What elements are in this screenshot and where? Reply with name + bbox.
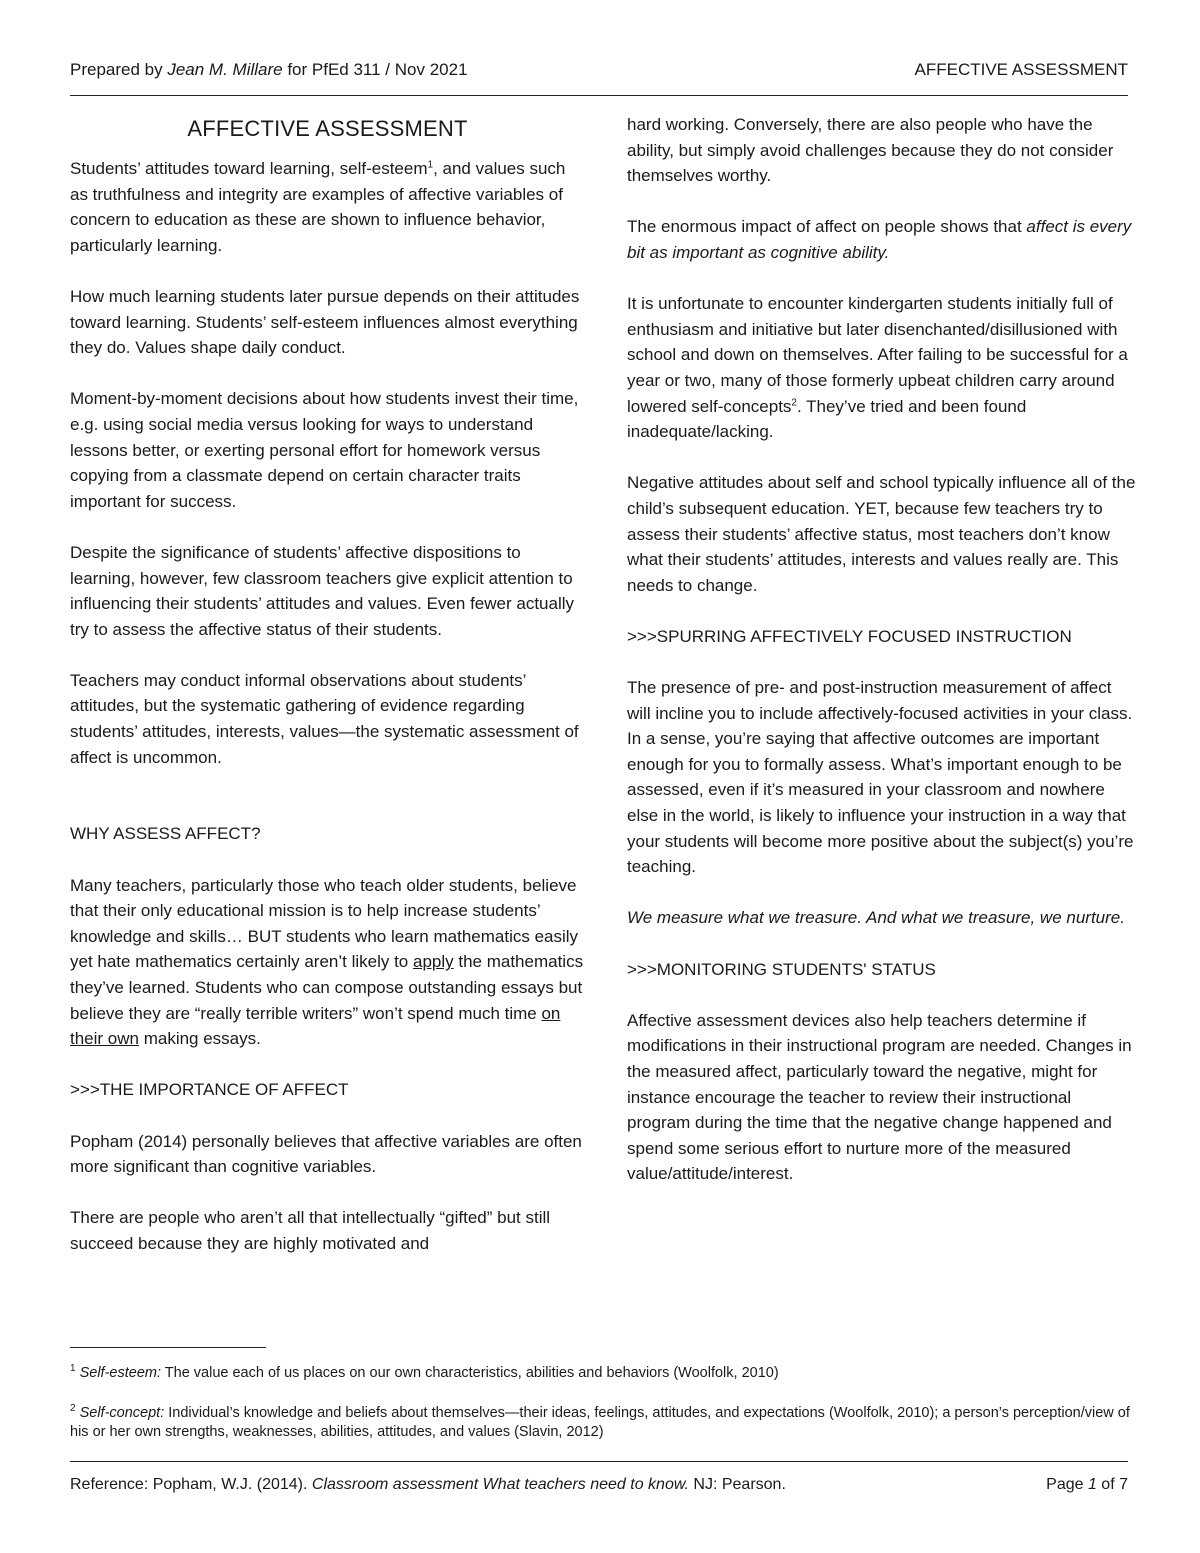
- page-number: Page 1 of 7: [1046, 1476, 1128, 1493]
- author-name: Jean M. Millare: [167, 60, 283, 79]
- paragraph: Affective assessment devices also help teachers determine if modifications in their instructional program are needed. Changes in the measured affect, particularly toward the negative, might for instance encourage the teacher to review their instructional program during the time that the negative change happened and spend some serious effort to nurture more of the measured value/attitude/interest.: [627, 1010, 1132, 1184]
- spacer: [70, 796, 585, 822]
- page-footer: [70, 1476, 1128, 1494]
- quote: [627, 905, 1137, 931]
- section-heading-importance: >>>THE IMPORTANCE OF AFFECT: [70, 1080, 349, 1100]
- footnote-ref-1[interactable]: 1: [427, 159, 434, 171]
- right-column: [627, 112, 1137, 1213]
- page-header: [70, 60, 1128, 84]
- paragraph: Teachers may conduct informal observations about students’ attitudes, but the systematic gathering of evidence regarding students’ attitudes, interests, values—the systematic assessment of affect is uncommon.: [70, 670, 579, 767]
- footnote-rule: [70, 1347, 266, 1348]
- reference: Reference: Popham, W.J. (2014). Classroom assessment What teachers need to know. NJ: Pearson.: [70, 1476, 786, 1493]
- document-title: AFFECTIVE ASSESSMENT: [187, 116, 468, 141]
- paragraph: It is unfortunate to encounter kindergarten students initially full of enthusiasm and initiative but later disenchanted/disillusioned with school and down on themselves. After failing to be successful for a year or two, many of those formerly upbeat children carry around lowered self-concepts$^2$. They’ve tried and been found inadequate/lacking.: [627, 294, 1128, 442]
- footnote-ref-2[interactable]: 2: [791, 396, 797, 408]
- paragraph: Moment-by-moment decisions about how students invest their time, e.g. using social media versus looking for ways to understand lessons better, or exerting personal effort for homework versus copying from a classmate depend on certain character traits important for success.: [70, 389, 579, 511]
- section-heading-why: WHY ASSESS AFFECT?: [70, 824, 261, 844]
- quote-text: We measure what we treasure. And what we treasure, we nurture.: [627, 908, 1125, 928]
- header-left: Prepared by Jean M. Millare for PfEd 311 / Nov 2021: [70, 60, 468, 79]
- footer-rule: [70, 1461, 1128, 1462]
- underlined-apply: apply: [412, 952, 454, 972]
- paragraph: Despite the significance of students’ affective dispositions to learning, however, few classroom teachers give explicit attention to influencing their students’ attitudes and values. Even fewer actually try to assess the affective status of their students.: [70, 542, 574, 639]
- footnote-1: $^1$ Self-esteem: The value each of us places on our own characteristics, abilities and behaviors (Woolfolk, 2010): [70, 1363, 779, 1381]
- section-heading-spurring: >>>SPURRING AFFECTIVELY FOCUSED INSTRUCTION: [627, 626, 1072, 646]
- paragraph: The enormous impact of affect on people shows that affect is every bit as important as cognitive ability.: [627, 217, 1132, 262]
- paragraph: Many teachers, particularly those who teach older students, believe that their only educational mission is to help increase students’ knowledge and skills… BUT students who learn mathematics easily yet hate mathematics certainly aren’t likely to apply the mathematics they’ve learned. Students who can compose outstanding essays but believe they are “really terrible writers” won’t spend much time on their own making essays.: [70, 875, 584, 1049]
- footnote-2: $^2$ Self-concept: Individual’s knowledge and beliefs about themselves—their ideas, feelings, attitudes, and expectations (Woolfolk, 2010); a person’s perception/view of his or her own strengths, weaknesses, abilities, attitudes, and values (Slavin, 2012): [70, 1403, 1130, 1440]
- paragraph: There are people who aren’t all that intellectually “gifted” but still succeed because they are highly motivated and: [70, 1208, 551, 1253]
- paragraph: Popham (2014) personally believes that affective variables are often more significant than cognitive variables.: [70, 1131, 582, 1177]
- header-rule: [70, 95, 1128, 96]
- header-right: AFFECTIVE ASSESSMENT: [914, 60, 1128, 79]
- emphasis-text: affect is every bit as important as cognitive ability.: [627, 217, 1132, 262]
- paragraph: hard working. Conversely, there are also people who have the ability, but simply avoid challenges because they do not consider themselves worthy.: [627, 115, 1114, 186]
- section-heading-monitoring: >>>MONITORING STUDENTS' STATUS: [627, 959, 936, 979]
- paragraph: Negative attitudes about self and school typically influence all of the child’s subsequent education. YET, because few teachers try to assess their students’ affective status, most teachers don’t know what their students’ attitudes, interests and values really are. This needs to change.: [627, 473, 1136, 595]
- paragraph: Students’ attitudes toward learning, self-esteem$^1$, and values such as truthfulness and integrity are examples of affective variables of concern to education as these are shown to influence behavior, particularly learning.: [70, 159, 566, 255]
- left-column: [70, 112, 585, 1282]
- underlined-on-their-own: on their own: [70, 1003, 561, 1049]
- paragraph: The presence of pre- and post-instruction measurement of affect will incline you to include affectively-focused activities in your class. In a sense, you’re saying that affective outcomes are important enough for you to formally assess. What’s important enough to be assessed, even if it’s measured in your classroom and nowhere else in the world, is likely to influence your instruction in a way that your students will become more positive about the subject(s) you’re teaching.: [627, 678, 1134, 877]
- paragraph: How much learning students later pursue depends on their attitudes toward learning. Students’ self-esteem influences almost everything they do. Values shape daily conduct.: [70, 286, 580, 358]
